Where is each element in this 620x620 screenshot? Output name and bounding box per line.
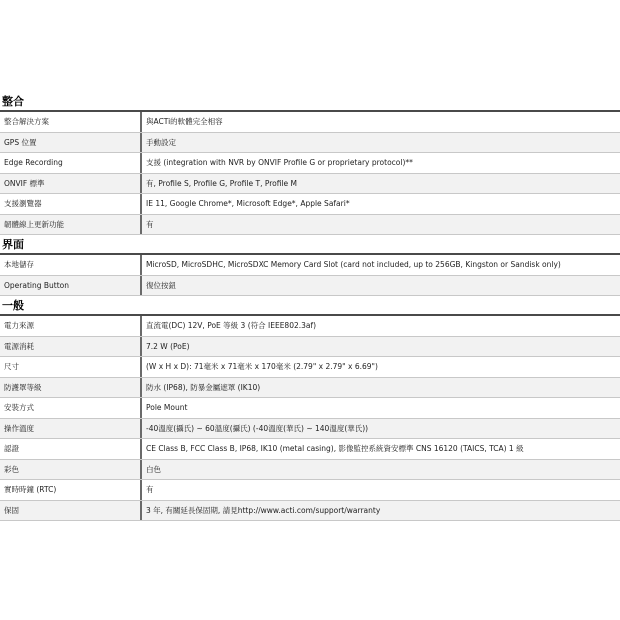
section-title-interface: 界面 bbox=[0, 235, 620, 255]
spec-label: 實時時鐘 (RTC) bbox=[0, 480, 142, 500]
spec-value: 支援 (integration with NVR by ONVIF Profile G or proprietary protocol)** bbox=[146, 158, 413, 167]
spec-label: 防護罩等級 bbox=[0, 378, 142, 398]
spec-row bbox=[0, 419, 620, 440]
spec-value: 有 bbox=[146, 485, 154, 494]
spec-label: 電源消耗 bbox=[0, 337, 142, 357]
spec-value: 防水 (IP68), 防暴金屬遮罩 (IK10) bbox=[146, 382, 261, 392]
spec-value: 有 bbox=[146, 219, 154, 229]
spec-label: 保固 bbox=[0, 501, 142, 521]
spec-label: 韌體線上更新功能 bbox=[0, 215, 142, 235]
spec-label: 尺寸 bbox=[0, 357, 142, 377]
spec-row bbox=[0, 337, 620, 358]
spec-value: CE Class B, FCC Class B, IP68, IK10 (metal casing), 影像監控系統資安標準 CNS 16120 (TAICS, TCA) 1 級 bbox=[146, 444, 524, 453]
spec-value: -40溫度(攝氏) ~ 60溫度(攝氏) (-40溫度(華氏) ~ 140溫度(華氏)) bbox=[146, 423, 369, 433]
spec-row bbox=[0, 112, 620, 133]
spec-value: (W x H x D): 71毫米 x 71毫米 x 170毫米 (2.79" x 2.79" x 6.69") bbox=[146, 362, 378, 371]
spec-row bbox=[0, 215, 620, 236]
spec-label: 認證 bbox=[0, 439, 142, 459]
spec-row bbox=[0, 480, 620, 501]
spec-row bbox=[0, 357, 620, 378]
spec-value: 有, Profile S, Profile G, Profile T, Profile M bbox=[146, 178, 298, 188]
spec-row bbox=[0, 174, 620, 195]
spec-label: 操作溫度 bbox=[0, 419, 142, 439]
spec-row bbox=[0, 276, 620, 297]
spec-label: 電力來源 bbox=[0, 316, 142, 336]
spec-value: 復位按鈕 bbox=[146, 280, 176, 290]
spec-label: 安裝方式 bbox=[0, 398, 142, 418]
spec-label: 整合解決方案 bbox=[0, 112, 142, 132]
spec-value: 7.2 W (PoE) bbox=[146, 341, 190, 351]
spec-value: 3 年, 有關延長保固期, 請見http://www.acti.com/support/warranty bbox=[146, 505, 381, 515]
spec-value: 白色 bbox=[146, 464, 161, 474]
spec-value: 手動設定 bbox=[146, 137, 176, 147]
spec-row bbox=[0, 153, 620, 174]
spec-value: Pole Mount bbox=[146, 403, 188, 412]
spec-value: IE 11, Google Chrome*, Microsoft Edge*, Apple Safari* bbox=[146, 199, 350, 208]
spec-row bbox=[0, 398, 620, 419]
spec-label: 支援瀏覽器 bbox=[0, 194, 142, 214]
spec-sheet bbox=[0, 92, 620, 521]
spec-label: 本地儲存 bbox=[0, 255, 142, 275]
spec-label: ONVIF 標準 bbox=[0, 174, 142, 194]
spec-value: 直流電(DC) 12V, PoE 等級 3 (符合 IEEE802.3af) bbox=[146, 321, 317, 330]
spec-row bbox=[0, 378, 620, 399]
spec-row bbox=[0, 316, 620, 337]
spec-row bbox=[0, 133, 620, 154]
section-title-general: 一般 bbox=[0, 296, 620, 316]
spec-label: GPS 位置 bbox=[0, 133, 142, 153]
spec-value: MicroSD, MicroSDHC, MicroSDXC Memory Card Slot (card not included, up to 256GB, Kingston or Sandisk only) bbox=[146, 260, 561, 269]
spec-label: Edge Recording bbox=[0, 153, 142, 173]
section-title-integration: 整合 bbox=[0, 92, 620, 112]
spec-row bbox=[0, 255, 620, 276]
spec-row bbox=[0, 194, 620, 215]
spec-label: 彩色 bbox=[0, 460, 142, 480]
spec-label: Operating Button bbox=[0, 276, 142, 296]
spec-row bbox=[0, 439, 620, 460]
spec-row bbox=[0, 460, 620, 481]
spec-value: 與ACTi的軟體完全相容 bbox=[146, 117, 223, 126]
spec-row bbox=[0, 501, 620, 522]
